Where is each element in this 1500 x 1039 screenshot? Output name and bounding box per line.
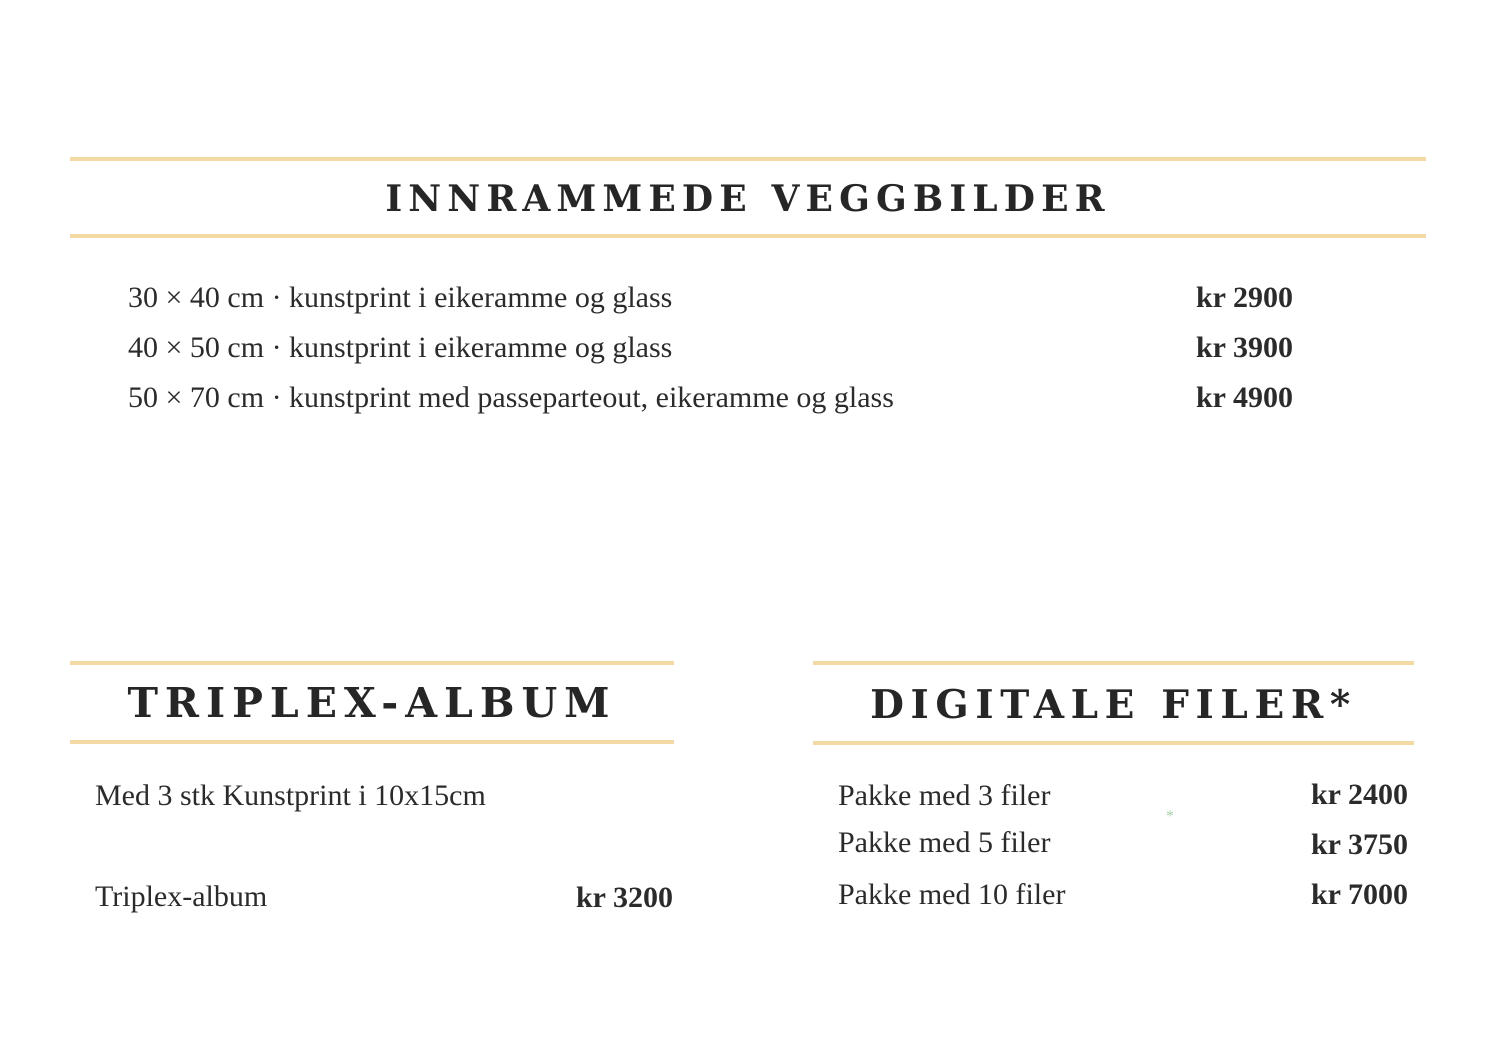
digital-item-label-1: Pakke med 3 filer	[838, 779, 1051, 812]
framed-item-price-1: kr 2900	[1196, 281, 1293, 314]
digital-section-title: DIGITALE FILER*	[870, 682, 1357, 728]
framed-item-label-1: 30 × 40 cm · kunstprint i eikeramme og glass	[128, 281, 673, 314]
framed-section-title: INNRAMMEDE VEGGBILDER	[385, 178, 1111, 220]
digital-item-price-3: kr 7000	[1311, 878, 1408, 911]
album-section-title: TRIPLEX-ALBUM	[127, 679, 617, 727]
framed-top-rule	[70, 157, 1426, 161]
digital-item-price-1: kr 2400	[1311, 778, 1408, 811]
digital-top-rule	[813, 661, 1414, 665]
framed-item-label-3: 50 × 70 cm · kunstprint med passeparteout, eikeramme og glass	[128, 381, 894, 414]
album-bottom-rule	[70, 740, 674, 744]
digital-item-label-2: Pakke med 5 filer	[838, 826, 1051, 859]
digital-item-label-3: Pakke med 10 filer	[838, 878, 1066, 911]
album-top-rule	[70, 661, 674, 665]
album-item-label: Triplex-album	[95, 880, 268, 913]
album-item-price: kr 3200	[576, 881, 673, 914]
framed-bottom-rule	[70, 234, 1426, 238]
album-description: Med 3 stk Kunstprint i 10x15cm	[95, 779, 486, 812]
digital-bottom-rule	[813, 741, 1414, 745]
framed-item-label-2: 40 × 50 cm · kunstprint i eikeramme og glass	[128, 331, 673, 364]
digital-item-price-2: kr 3750	[1311, 828, 1408, 861]
framed-item-price-2: kr 3900	[1196, 331, 1293, 364]
footnote-mark: *	[1166, 808, 1174, 825]
framed-item-price-3: kr 4900	[1196, 381, 1293, 414]
